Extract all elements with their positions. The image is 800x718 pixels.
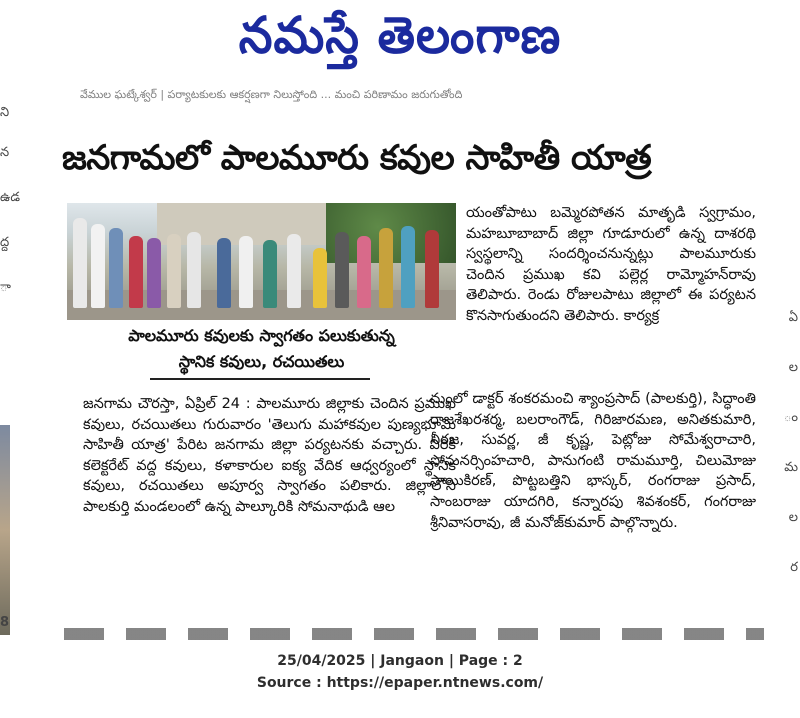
photo-person — [239, 236, 253, 308]
adjacent-article-strip: వేముల ఘట్కేశ్వర్ | పర్యాటకులకు ఆకర్షణగా నిలుస్తోంది ... మంచి పరిణామం జరుగుతోంది — [80, 88, 463, 101]
article-photo — [67, 203, 456, 320]
edge-glyph: ల — [788, 360, 798, 375]
edge-glyph: ఉడ — [0, 190, 20, 205]
edge-glyph: ఏ — [788, 310, 798, 325]
edge-glyph: 8 — [0, 615, 10, 630]
photo-person — [217, 238, 231, 308]
article-column-right-bottom — [430, 389, 756, 533]
newspaper-logo: నమస్తే తెలంగాణ — [238, 6, 562, 66]
photo-person — [73, 218, 87, 308]
left-edge-fragment — [0, 95, 20, 655]
photo-person — [357, 236, 371, 308]
photo-person — [167, 234, 181, 308]
edge-glyph: న — [0, 145, 10, 160]
photo-person — [187, 232, 201, 308]
edge-glyph: ద్ద — [0, 235, 10, 250]
publication-info: 25/04/2025 | Jangaon | Page : 2 — [277, 653, 523, 669]
edge-glyph: ం — [783, 410, 798, 425]
masthead — [0, 0, 800, 78]
photo-person — [401, 226, 415, 308]
photo-person — [263, 240, 277, 308]
edge-glyph: ా — [0, 280, 11, 295]
article-column-left — [83, 394, 456, 518]
photo-person — [287, 234, 301, 308]
article-column-right-top — [466, 203, 756, 327]
article-headline: జనగామలో పాలమూరు కవుల సాహితీ యాత్ర — [62, 138, 652, 178]
edge-glyph: ల — [788, 510, 798, 525]
photo-ground — [67, 290, 456, 320]
photo-person — [335, 232, 349, 308]
photo-person — [129, 236, 143, 308]
clipping-footer — [0, 650, 800, 694]
adjacent-photo-edge — [0, 425, 10, 635]
photo-caption — [67, 323, 456, 375]
next-article-edge — [64, 628, 764, 640]
article-paragraph: మంలో డాక్టర్ శంకరమంచి శ్యాంప్రసాద్ (పాలకుర్తి), సిద్ధాంతి రాజశేఖరశర్మ, బలరాంగౌడ్, గిరిజారమణ, అనితకుమారి, నీరజ, సువర్ణ, జీ కృష్ణ, పెట్లోజు సోమేశ్వరాచారి, సోమనర్సింహచారి, పానుగంటి రామమూర్తి, చిలుమోజు సాయికిరణ్, పొట్టబత్తిని భాస్కర్, రంగరాజు ప్రసాద్, సాంబరాజు యాదగిరి, కన్నారపు శివశంకర్, గంగరాజు శ్రీనివాసరావు, జీ మనోజ్‌కుమార్ పాల్గొన్నారు. — [430, 391, 756, 531]
edge-glyph: ర — [790, 560, 798, 575]
photo-person — [425, 230, 439, 308]
article-paragraph: జనగామ చౌరస్తా, ఏప్రిల్ 24 : పాలమూరు జిల్లాకు చెందిన ప్రముఖ కవులు, రచయితలు గురువారం 'తెలుగు మహాకవుల పుణ్యభూమి సాహితీ యాత్ర' పేరిట జనగామ జిల్లా పర్యటనకు వచ్చారు. వీరికి కలెక్టరేట్ వద్ద కవులు, కళాకారుల ఐక్య వేదిక ఆధ్వర్యంలో స్థానిక కవులు, రచయితలు అపూర్వ స్వాగతం పలికారు. జిల్లాలోని పాలకుర్తి మండలంలో ఉన్న పాల్కూరికి సోమనాథుడి ఆల — [83, 396, 456, 515]
right-edge-fragment — [783, 300, 800, 630]
edge-glyph: మ — [784, 460, 798, 475]
photo-caption-line: పాలమూరు కవులకు స్వాగతం పలుకుతున్న — [128, 326, 395, 345]
photo-person — [91, 224, 105, 308]
caption-underline — [150, 378, 370, 380]
edge-glyph: ని — [0, 105, 10, 120]
source-link[interactable]: Source : https://epaper.ntnews.com/ — [256, 675, 544, 691]
photo-caption-line: స్థానిక కవులు, రచయితలు — [178, 352, 345, 371]
photo-person — [147, 238, 161, 308]
photo-person — [313, 248, 327, 308]
photo-person — [109, 228, 123, 308]
photo-person — [379, 228, 393, 308]
article-paragraph: యంతోపాటు బమ్మెరపోతన మాతృడి స్వగ్రామం, మహబూబాబాద్ జిల్లా గూడూరులో ఉన్న దాశరథి స్వస్థలాన్ని సందర్శించనున్నట్లు పాలమూరుకు చెందిన ప్రముఖ కవి పల్లెర్ల రామ్మోహన్‌రావు తెలిపారు. రెండు రోజులపాటు జిల్లాలో ఈ పర్యటన కొనసాగుతుందని తెలిపారు. కార్యక్ర — [466, 205, 756, 324]
